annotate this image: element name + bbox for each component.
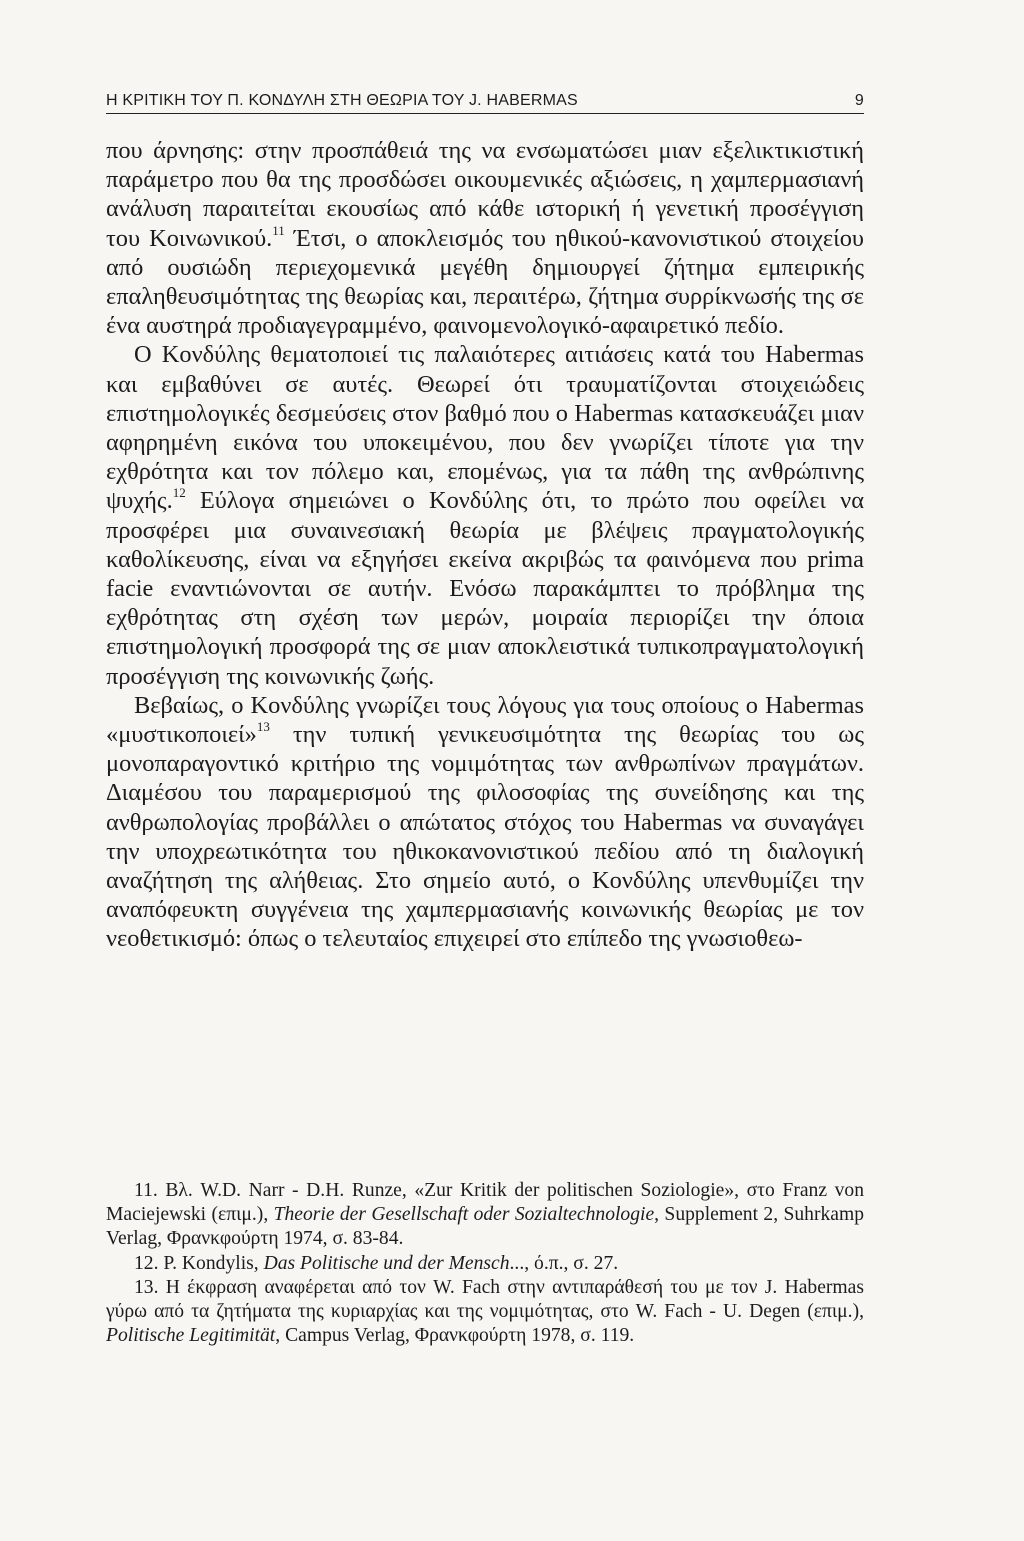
footnote-11-text-b: , Supplement 2, Suhrkamp Verlag, Φρανκφούρτη 1974, σ. 83-84. — [106, 1204, 864, 1250]
paragraph-1-text-b: Έτσι, ο αποκλεισμός του ηθικού-κανονιστικού στοιχείου από ουσιώδη περιεχομενικά μεγέθη δημιουργεί ζήτημα εμπειρικής επαληθευσιμότητας της θεωρίας και, περαιτέρω, ζήτημα συρρίκνωσής της σε ένα αυστηρά προδιαγεγραμμένο, φαινομενολογικό-αφαιρετικό πεδίο. — [106, 224, 864, 340]
paragraph-3-text-b: την τυπική γενικευσιμότητα της θεωρίας του ως μονοπαραγοντικό κριτήριο της νομιμότητας των ανθρωπίνων πραγμάτων. Διαμέσου του παραμερισμού της φιλοσοφίας της συνείδησης και της ανθρωπολογίας προβάλλει ο απώτατος στόχος του Habermas να συναγάγει την υποχρεωτικότητα του ηθικοκανονιστικού πεδίου από τη διαλογική αναζήτηση της αλήθειας. Στο σημείο αυτό, ο Κονδύλης υπενθυμίζει την αναπόφευκτη συγγένεια της χαμπερμασιανής κοινωνικής θεωρίας με τον νεοθετικισμό: όπως ο τελευταίος επιχειρεί στο επίπεδο της γνωσιοθεω- — [106, 721, 864, 953]
paragraph-1 — [106, 136, 864, 340]
footnote-11 — [106, 1179, 864, 1252]
paragraph-2 — [106, 340, 864, 690]
footnote-13 — [106, 1276, 864, 1349]
paragraph-2-text-b: Εύλογα σημειώνει ο Κονδύλης ότι, το πρώτο που οφείλει να προσφέρει μια συναινεσιακή θεωρία με βλέψεις πραγματολογικής καθολίκευσης, είναι να εξηγήσει εκείνα ακριβώς τα φαινόμενα που prima facie εναντιώνονται σε αυτήν. Ενόσω παρακάμπτει το πρόβλημα της εχθρότητας στη σχέση των μερών, μοιραία περιορίζει την όποια επιστημολογική προσφορά της σε μιαν αποκλειστικά τυπικοπραγματολογική προσέγγιση της κοινωνικής ζωής. — [106, 487, 864, 690]
running-header — [106, 92, 864, 114]
running-header-title: Η ΚΡΙΤΙΚΗ ΤΟΥ Π. ΚΟΝΔΥΛΗ ΣΤΗ ΘΕΩΡΙΑ ΤΟΥ J. HABERMAS — [106, 92, 578, 109]
footnote-12 — [106, 1252, 864, 1276]
footnotes — [106, 1179, 864, 1348]
main-text — [106, 136, 864, 954]
footnote-11-title: Theorie der Gesellschaft oder Sozialtechnologie — [273, 1204, 655, 1226]
footnote-13-title: Politische Legitimität — [106, 1325, 276, 1347]
footnote-ref-11[interactable]: 11 — [272, 222, 285, 238]
footnote-13-text-b: , Campus Verlag, Φρανκφούρτη 1978, σ. 119. — [275, 1325, 635, 1347]
footnote-12-title: Das Politische und der Mensch — [263, 1252, 510, 1274]
footnote-12-text-b: ..., ό.π., σ. 27. — [509, 1252, 619, 1274]
paragraph-3-text-a: Βεβαίως, ο Κονδύλης γνωρίζει τους λόγους για τους οποίους ο Habermas «μυστικοποιεί» — [106, 691, 864, 749]
paragraph-1-text-a: που άρνησης: στην προσπάθειά της να ενσωματώσει μιαν εξελικτικιστική παράμετρο που θα της προσδώσει οικουμενικές αξιώσεις, η χαμπερμασιανή ανάλυση παραιτείται εκουσίως από κάθε ιστορική ή γενετική προσέγγιση του Κοινωνικού. — [106, 137, 864, 252]
footnote-12-text-a: 12. P. Kondylis, — [134, 1252, 264, 1274]
paragraph-3 — [106, 691, 864, 954]
paragraph-2-text-a: Ο Κονδύλης θεματοποιεί τις παλαιότερες αιτιάσεις κατά του Habermas και εμβαθύνει σε αυτές. Θεωρεί ότι τραυματίζονται στοιχειώδεις επιστημολογικές δεσμεύσεις στον βαθμό που ο Habermas κατασκευάζει μιαν αφηρημένη εικόνα του υποκειμένου, που δεν γνωρίζει τίποτε για την εχθρότητα και τον πόλεμο και, επομένως, για τα πάθη της ανθρώπινης ψυχής. — [106, 341, 864, 515]
page-number: 9 — [854, 92, 864, 109]
footnote-11-text-a: 11. Βλ. W.D. Narr - D.H. Runze, «Zur Kritik der politischen Soziologie», στο Franz von Maciejewski (επιμ.), — [106, 1180, 864, 1226]
footnote-ref-12[interactable]: 12 — [172, 485, 186, 501]
footnote-ref-13[interactable]: 13 — [256, 719, 270, 735]
footnote-13-text-a: 13. Η έκφραση αναφέρεται από τον W. Fach στην αντιπαράθεσή του με τον J. Habermas γύρω από τα ζητήματα της κυριαρχίας και της νομιμότητας, στο W. Fach - U. Degen (επιμ.), — [106, 1276, 864, 1323]
